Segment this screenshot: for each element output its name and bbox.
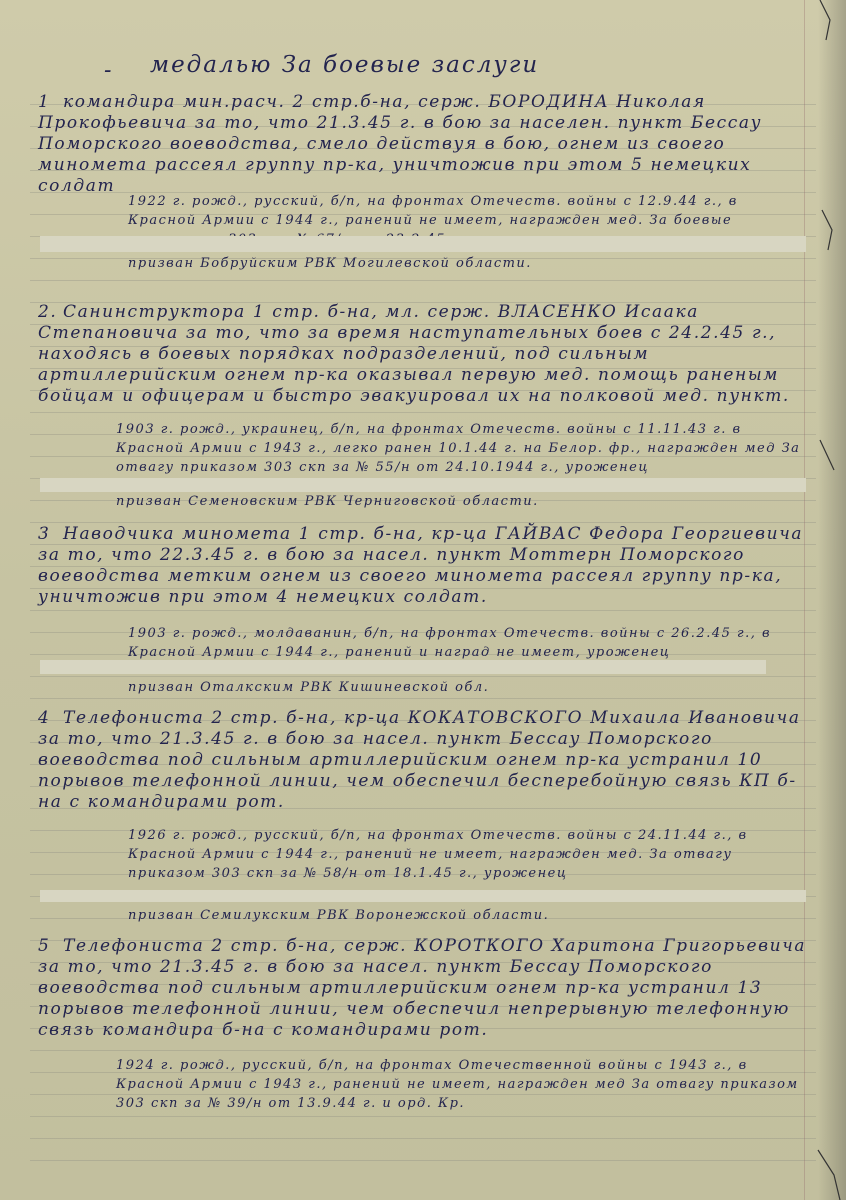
award-entry-1: [38, 92, 818, 197]
entry-number: 1: [38, 92, 51, 112]
redacted-region: [40, 236, 806, 252]
entry-called-up: призван Семилукским РВК Воронежской области.: [128, 908, 550, 923]
award-entry-2: [38, 302, 818, 407]
entry-heading: [38, 936, 818, 1041]
award-entry-3: [38, 524, 818, 608]
entry-biography: 1926 г. рожд., русский, б/п, на фронтах Отечеств. войны с 24.11.44 г., в Красной Армии с 1944 г., ранений не имеет, награжден мед. За отвагу приказом 303 скп за № 58/н от 18.1.45 г., уроженец: [128, 828, 748, 881]
entry-text: Телефониста 2 стр. б-на, серж. КОРОТКОГО Харитона Григорьевича за то, что 21.3.45 г. в бою за насел. пункт Бессау Поморского воеводства под сильным артиллерийским огнем пр-ка устранил 13 порывов телефонной линии, чем обеспечил непрерывную телефонную связь командира б-на с командирами рот.: [38, 936, 807, 1040]
entry-biography: 1922 г. рожд., русский, б/п, на фронтах Отечеств. войны с 12.9.44 г., в Красной Армии с 1944 г., ранений не имеет, награжден мед. За боевые: [128, 194, 738, 228]
document-title: медалью За боевые заслуги: [150, 52, 540, 78]
award-entry-4: [38, 708, 818, 813]
entry-biography: 1903 г. рожд., украинец, б/п, на фронтах Отечеств. войны с 11.11.43 г. в Красной Армии с 1943 г., легко ранен 10.1.44 г. на Белор. фр., награжден мед За отвагу приказом 303 скп за № 55/н от 24.10.1944 г., уроженец: [116, 422, 801, 475]
redacted-region: [40, 890, 806, 902]
entry-biography: 1903 г. рожд., молдаванин, б/п, на фронтах Отечеств. войны с 26.2.45 г., в Красной Армии с 1944 г., ранений и наград не имеет, уроженец: [128, 626, 772, 660]
entry-biography: 1924 г. рожд., русский, б/п, на фронтах Отечественной войны с 1943 г., в Красной Армии с 1943 г., ранений не имеет, награжден мед За отвагу приказом 303 скп за № 39/н от 13.9.44 г. и орд. Кр.: [116, 1058, 799, 1111]
award-entry-5: [38, 936, 818, 1041]
entry-number: 5: [38, 936, 51, 956]
entry-text: Санинструктора 1 стр. б-на, мл. серж. ВЛАСЕНКО Исаака Степановича за то, что за время наступательных боев с 24.2.45 г., находясь в боевых порядках подразделений, под сильным артиллерийским огнем пр-ка оказывал первую мед. помощь раненым бойцам и офицерам и быстро эвакуировал их на полковой мед. пункт.: [38, 302, 790, 406]
entry-number: 4: [38, 708, 51, 728]
entry-heading: [38, 708, 818, 813]
entry-called-up: призван Оталкским РВК Кишиневской обл.: [128, 680, 490, 695]
entry-text: командира мин.расч. 2 стр.б-на, серж. БОРОДИНА Николая Прокофьевича за то, что 21.3.45 г. в бою за населен. пункт Бессау Поморского воеводства, смело действуя в бою, огнем из своего миномета рассеял группу пр-ка, уничтожив при этом 5 немецких солдат: [38, 92, 763, 196]
entry-called-up: призван Бобруйским РВК Могилевской области.: [128, 256, 532, 271]
entry-number: 3: [38, 524, 51, 544]
entry-text: Телефониста 2 стр. б-на, кр-ца КОКАТОВСКОГО Михаила Ивановича за то, что 21.3.45 г. в бою за насел. пункт Бессау Поморского воеводства под сильным артиллерийским огнем пр-ка устранил 10 порывов телефонной линии, чем обеспечил бесперебойную связь КП б-на с командирами рот.: [38, 708, 801, 812]
entry-number: 2.: [38, 302, 58, 322]
entry-heading: [38, 302, 818, 407]
entry-heading: [38, 524, 818, 608]
title-dash: -: [104, 58, 112, 83]
entry-called-up: призван Семеновским РВК Черниговской области.: [116, 494, 539, 509]
entry-text: Наводчика миномета 1 стр. б-на, кр-ца ГАЙВАС Федора Георгиевича за то, что 22.3.45 г. в бою за насел. пункт Моттерн Поморского воеводства метким огнем из своего миномета рассеял группу пр-ка, уничтожив при этом 4 немецких солдат.: [38, 524, 804, 607]
entry-heading: [38, 92, 818, 197]
redacted-region: [40, 478, 806, 492]
redacted-region: [40, 660, 766, 674]
